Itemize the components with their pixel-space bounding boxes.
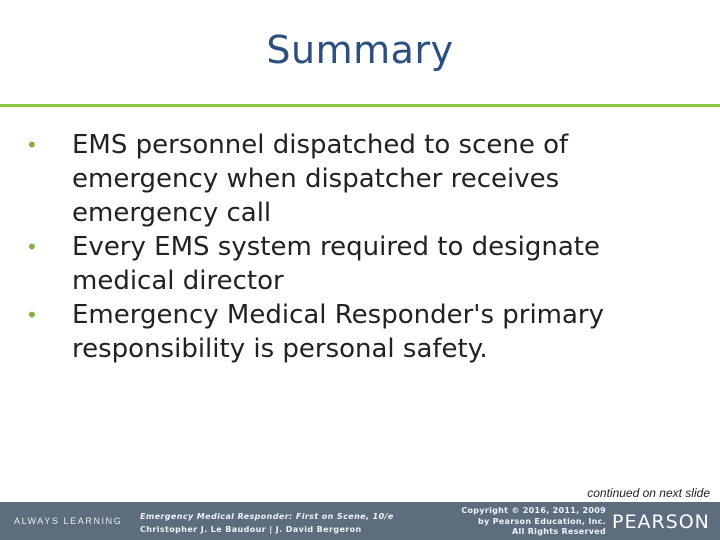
footer-bar: [0, 502, 720, 540]
footer-copyright: [446, 506, 606, 538]
bullet-item: [24, 128, 704, 230]
bullet-text: Emergency Medical Responder's primary responsibility is personal safety.: [72, 300, 605, 364]
bullet-text: Every EMS system required to designate medical director: [72, 232, 600, 296]
bullet-list: [24, 128, 704, 366]
copyright-line-1: Copyright © 2016, 2011, 2009: [461, 506, 606, 515]
title-divider: [0, 104, 720, 107]
bullet-item: [24, 230, 704, 298]
continued-note: continued on next slide: [587, 486, 710, 500]
bullet-text: EMS personnel dispatched to scene of emergency when dispatcher receives emergency call: [72, 130, 569, 228]
bullet-item: [24, 298, 704, 366]
bullet-icon: •: [26, 235, 38, 259]
copyright-line-3: All Rights Reserved: [512, 527, 606, 536]
bullet-icon: •: [26, 133, 38, 157]
bullet-icon: •: [26, 303, 38, 327]
slide-title: Summary: [266, 28, 454, 72]
footer-book-info: [140, 510, 394, 536]
book-authors: Christopher J. Le Baudour | J. David Bergeron: [140, 525, 362, 534]
pearson-logo: PEARSON: [612, 511, 710, 533]
copyright-line-2: by Pearson Education, Inc.: [478, 516, 606, 526]
book-title: Emergency Medical Responder: First on Scene, 10/e: [140, 512, 394, 521]
footer-tagline: ALWAYS LEARNING: [14, 516, 123, 526]
